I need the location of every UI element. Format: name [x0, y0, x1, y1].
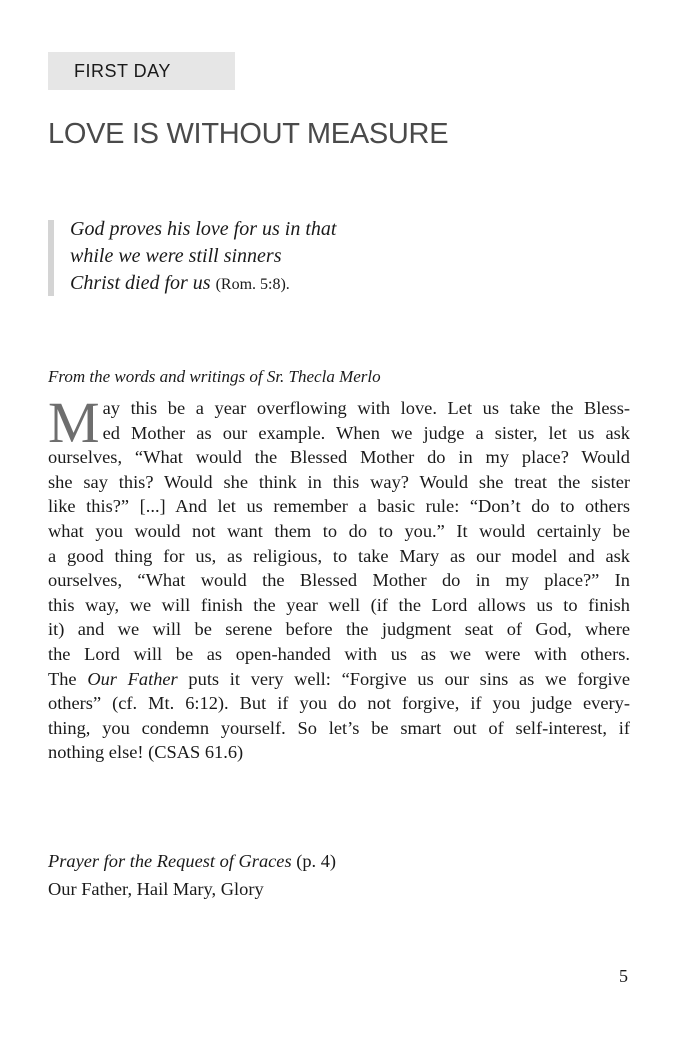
prayer-title: Prayer for the Request of Graces [48, 851, 292, 871]
drop-cap: M [48, 390, 100, 455]
body-line [48, 667, 630, 692]
epigraph-text [70, 216, 608, 298]
body-line: this way, we will finish the year well (if the Lord allows us to finish [48, 594, 630, 615]
body-line: ourselves, “What would the Blessed Mother do in my place? Would [48, 447, 630, 468]
prayer-list: Our Father, Hail Mary, Glory [48, 879, 264, 899]
body-line: it) and we will be serene before the judgment seat of God, where [48, 619, 630, 640]
epigraph-line-text: Christ died for us [70, 272, 211, 294]
body-line: ay this be a year overflowing with love. Let us take the Bless- [102, 398, 630, 418]
page-number: 5 [619, 966, 628, 986]
day-label: FIRST DAY [48, 52, 235, 90]
source-label: From the words and writings of Sr. Thecla Merlo [48, 367, 381, 386]
prayer-title-line [48, 847, 336, 875]
quote-bar [48, 220, 54, 296]
epigraph-line: God proves his love for us in that [70, 218, 337, 240]
epigraph-quote [48, 216, 608, 298]
prayer-section [48, 847, 336, 903]
scripture-reference: (Rom. 5:8). [215, 276, 290, 293]
page-title: LOVE IS WITHOUT MEASURE [48, 118, 449, 150]
body-text [48, 390, 630, 765]
epigraph-line: while we were still sinners [70, 245, 282, 267]
body-line-last: nothing else! (CSAS 61.6) [48, 742, 244, 763]
body-line: the Lord will be as open-handed with us as we were with others. [48, 643, 630, 664]
prayer-page-ref: (p. 4) [291, 851, 337, 871]
body-line: she say this? Would she think in this way? Would she treat the sister [48, 471, 630, 492]
body-line-prefix: The [48, 668, 88, 689]
epigraph-line-last [70, 270, 608, 298]
body-line: a good thing for us, as religious, to take Mary as our model and ask [48, 545, 630, 566]
body-line: thing, you condemn yourself. So let’s be smart out of self-interest, if [48, 717, 630, 738]
body-line: like this?” [...] And let us remember a basic rule: “Don’t do to others [48, 496, 630, 517]
body-line: what you would not want them to do to you.” It would certainly be [48, 520, 630, 541]
body-line: ed Mother as our example. When we judge a sister, let us ask [102, 422, 630, 443]
body-line: others” (cf. Mt. 6:12). But if you do not forgive, if you judge every- [48, 693, 630, 714]
body-line-suffix: puts it very well: “Forgive us our sins as we forgive [177, 668, 630, 689]
body-line: ourselves, “What would the Blessed Mother do in my place?” In [48, 570, 630, 591]
book-title-italic: Our Father [87, 668, 178, 689]
